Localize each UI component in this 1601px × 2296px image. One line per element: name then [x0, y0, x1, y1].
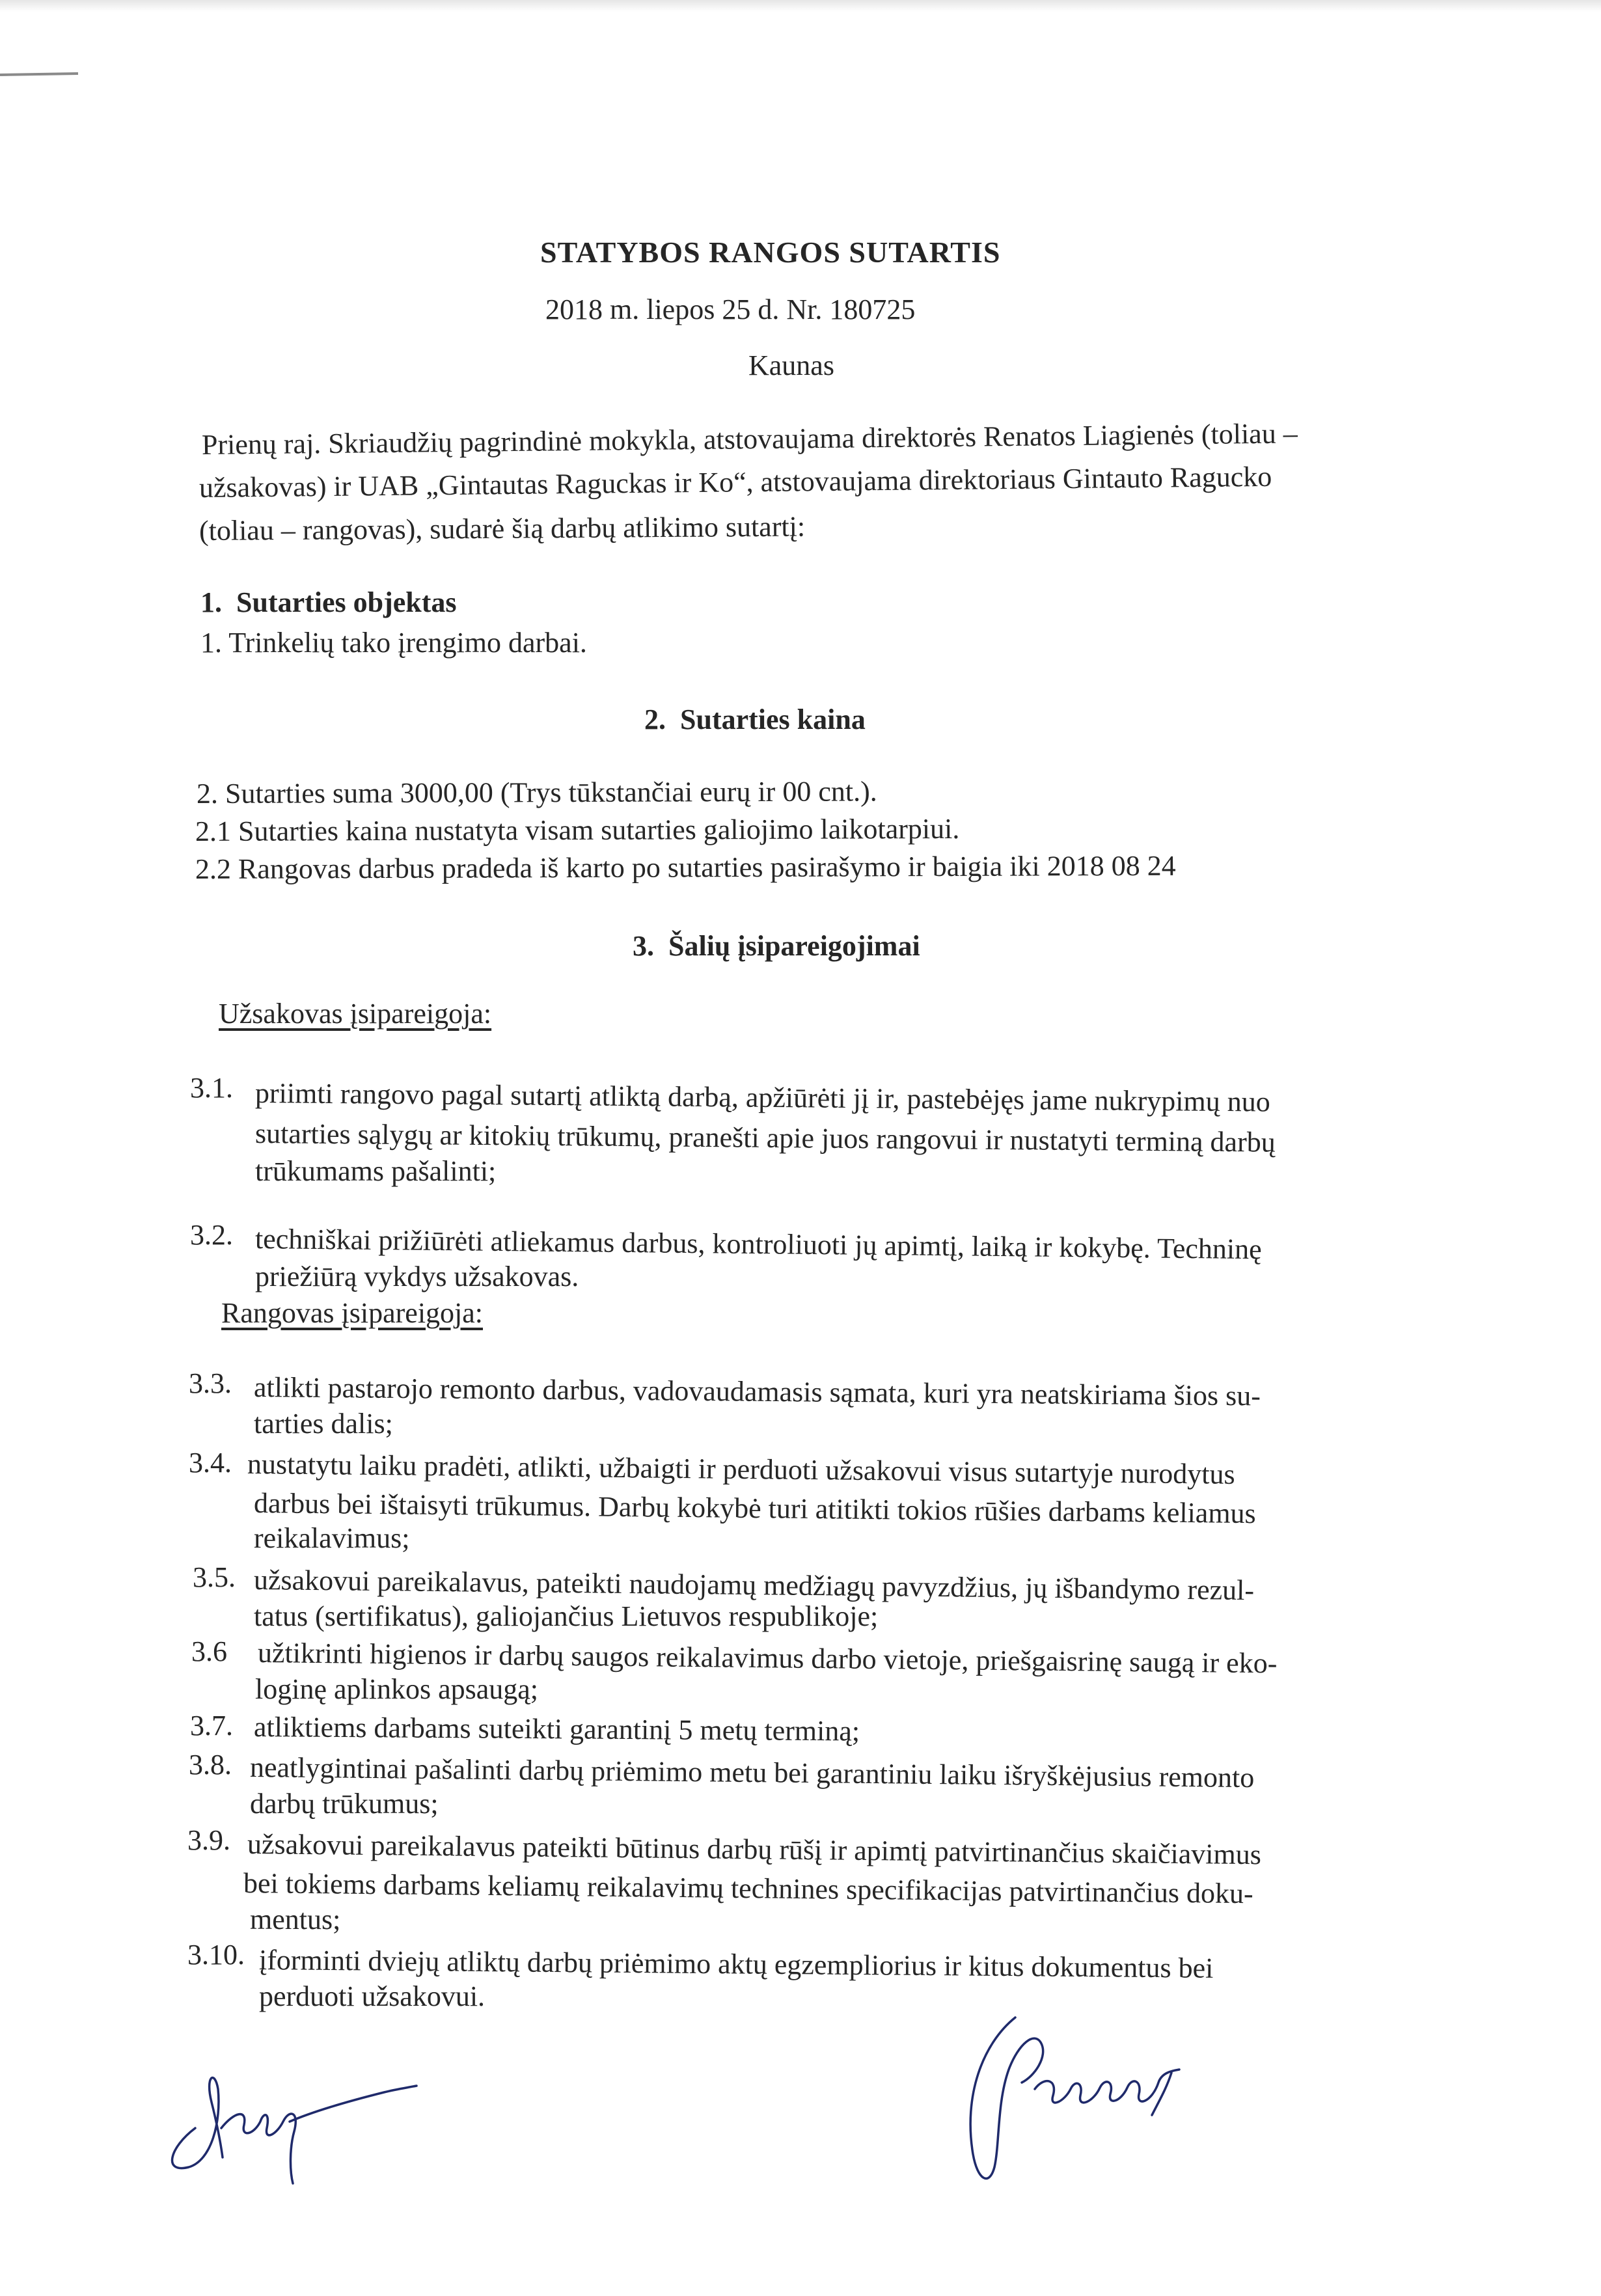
contractor-signature-stroke — [970, 2017, 1179, 2178]
section-3-number: 3. — [633, 930, 654, 962]
clause-number: 3.1. — [190, 1072, 233, 1104]
client-signature-stroke — [172, 2078, 417, 2183]
clause-line: reikalavimus; — [254, 1522, 410, 1554]
section-2-line: 2.2 Rangovas darbus pradeda iš karto po sutarties pasirašymo ir baigia iki 2018 08 24 — [195, 849, 1176, 885]
contractor-signature — [937, 2004, 1211, 2200]
section-1-number: 1. — [200, 586, 222, 618]
clause-number: 3.10. — [187, 1939, 245, 1971]
clause-line: loginę aplinkos apsaugą; — [255, 1673, 539, 1705]
clause-line: atliktiems darbams suteikti garantinį 5 metų terminą; — [253, 1711, 860, 1747]
section-2-title: Sutarties kaina — [680, 704, 866, 735]
section-1-heading — [200, 584, 457, 621]
contractor-obligations-heading: Rangovas įsipareigoja: — [221, 1297, 484, 1329]
section-2-line: 2.1 Sutarties kaina nustatyta visam sutarties galiojimo laikotarpiui. — [195, 812, 960, 847]
intro-line: (toliau – rangovas), sudarė šią darbų atlikimo sutartį: — [198, 510, 806, 547]
clause-number: 3.9. — [187, 1824, 230, 1856]
scan-edge — [0, 0, 1601, 12]
clause-line: tarties dalis; — [254, 1408, 393, 1440]
clause-line: bei tokiems darbams keliamų reikalavimų technines specifikacijas patvirtinančius doku- — [243, 1867, 1253, 1910]
client-obligations-heading: Užsakovas įsipareigoja: — [219, 998, 492, 1030]
clause-number: 3.7. — [190, 1710, 233, 1742]
clause-number: 3.3. — [189, 1367, 232, 1399]
clause-line: priimti rangovo pagal sutartį atliktą darbą, apžiūrėti jį ir, pastebėjęs jame nukrypimų nuo — [254, 1077, 1270, 1118]
section-1-line: 1. Trinkelių tako įrengimo darbai. — [200, 627, 587, 659]
clause-line: įforminti dviejų atliktų darbų priėmimo aktų egzempliorius ir kitus dokumentus bei — [258, 1944, 1214, 1984]
clause-line: darbų trūkumus; — [250, 1788, 439, 1820]
clause-line: priežiūrą vykdys užsakovas. — [255, 1261, 579, 1292]
clause-line: atlikti pastarojo remonto darbus, vadovaudamasis sąmata, kuri yra neatskiriama šios su- — [253, 1371, 1261, 1412]
clause-line: trūkumams pašalinti; — [255, 1155, 497, 1187]
section-3-title: Šalių įsipareigojimai — [668, 930, 920, 962]
clause-line: sutarties sąlygų ar kitokių trūkumų, pranešti apie juos rangovui ir nustatyti terminą darbų — [254, 1117, 1276, 1158]
clause-number: 3.5. — [193, 1561, 236, 1593]
section-3-heading — [633, 928, 920, 964]
section-1-title: Sutarties objektas — [236, 586, 457, 618]
section-2-heading — [644, 702, 866, 738]
client-signature — [150, 2050, 423, 2187]
intro-line: užsakovas) ir UAB „Gintautas Raguckas ir Ko“, atstovaujama direktoriaus Gintauto Ragucko — [198, 460, 1272, 504]
clause-line: techniškai prižiūrėti atliekamus darbus, kontroliuoti jų apimtį, laiką ir kokybę. Techninę — [254, 1223, 1262, 1266]
clause-line: neatlygintinai pašalinti darbų priėmimo metu bei garantiniu laiku išryškėjusius remonto — [249, 1751, 1255, 1794]
section-2-number: 2. — [644, 704, 666, 735]
date-line: 2018 m. liepos 25 d. Nr. 180725 — [545, 294, 916, 325]
clause-number: 3.6 — [191, 1635, 227, 1667]
section-2-line: 2. Sutarties suma 3000,00 (Trys tūkstančiai eurų ir 00 cnt.). — [196, 775, 877, 810]
city: Kaunas — [748, 349, 834, 381]
clause-line: užsakovui pareikalavus, pateikti naudojamų medžiagų pavyzdžius, jų išbandymo rezul- — [253, 1564, 1255, 1607]
clause-number: 3.4. — [189, 1447, 232, 1479]
clause-line: darbus bei ištaisyti trūkumus. Darbų kokybė turi atitikti tokios rūšies darbams keliamus — [253, 1487, 1256, 1530]
clause-number: 3.2. — [190, 1219, 233, 1251]
clause-line: užsakovui pareikalavus pateikti būtinus darbų rūšį ir apimtį patvirtinančius skaičiavimus — [247, 1828, 1262, 1871]
intro-line: Prienų raj. Skriaudžių pagrindinė mokykla, atstovaujama direktorės Renatos Liagienės (toliau – — [201, 417, 1298, 461]
clause-line: mentus; — [250, 1904, 341, 1935]
clause-line: užtikrinti higienos ir darbų saugos reikalavimus darbo vietoje, priešgaisrinę saugą ir eko- — [257, 1637, 1278, 1680]
clause-line: nustatytu laiku pradėti, atlikti, užbaigti ir perduoti užsakovui visus sutartyje nurodytus — [247, 1448, 1235, 1490]
document-title: STATYBOS RANGOS SUTARTIS — [540, 236, 1001, 269]
clause-number: 3.8. — [189, 1749, 232, 1781]
clause-line: tatus (sertifikatus), galiojančius Lietuvos respublikoje; — [254, 1600, 879, 1632]
scan-mark — [0, 72, 78, 76]
clause-line: perduoti užsakovui. — [259, 1980, 486, 2012]
